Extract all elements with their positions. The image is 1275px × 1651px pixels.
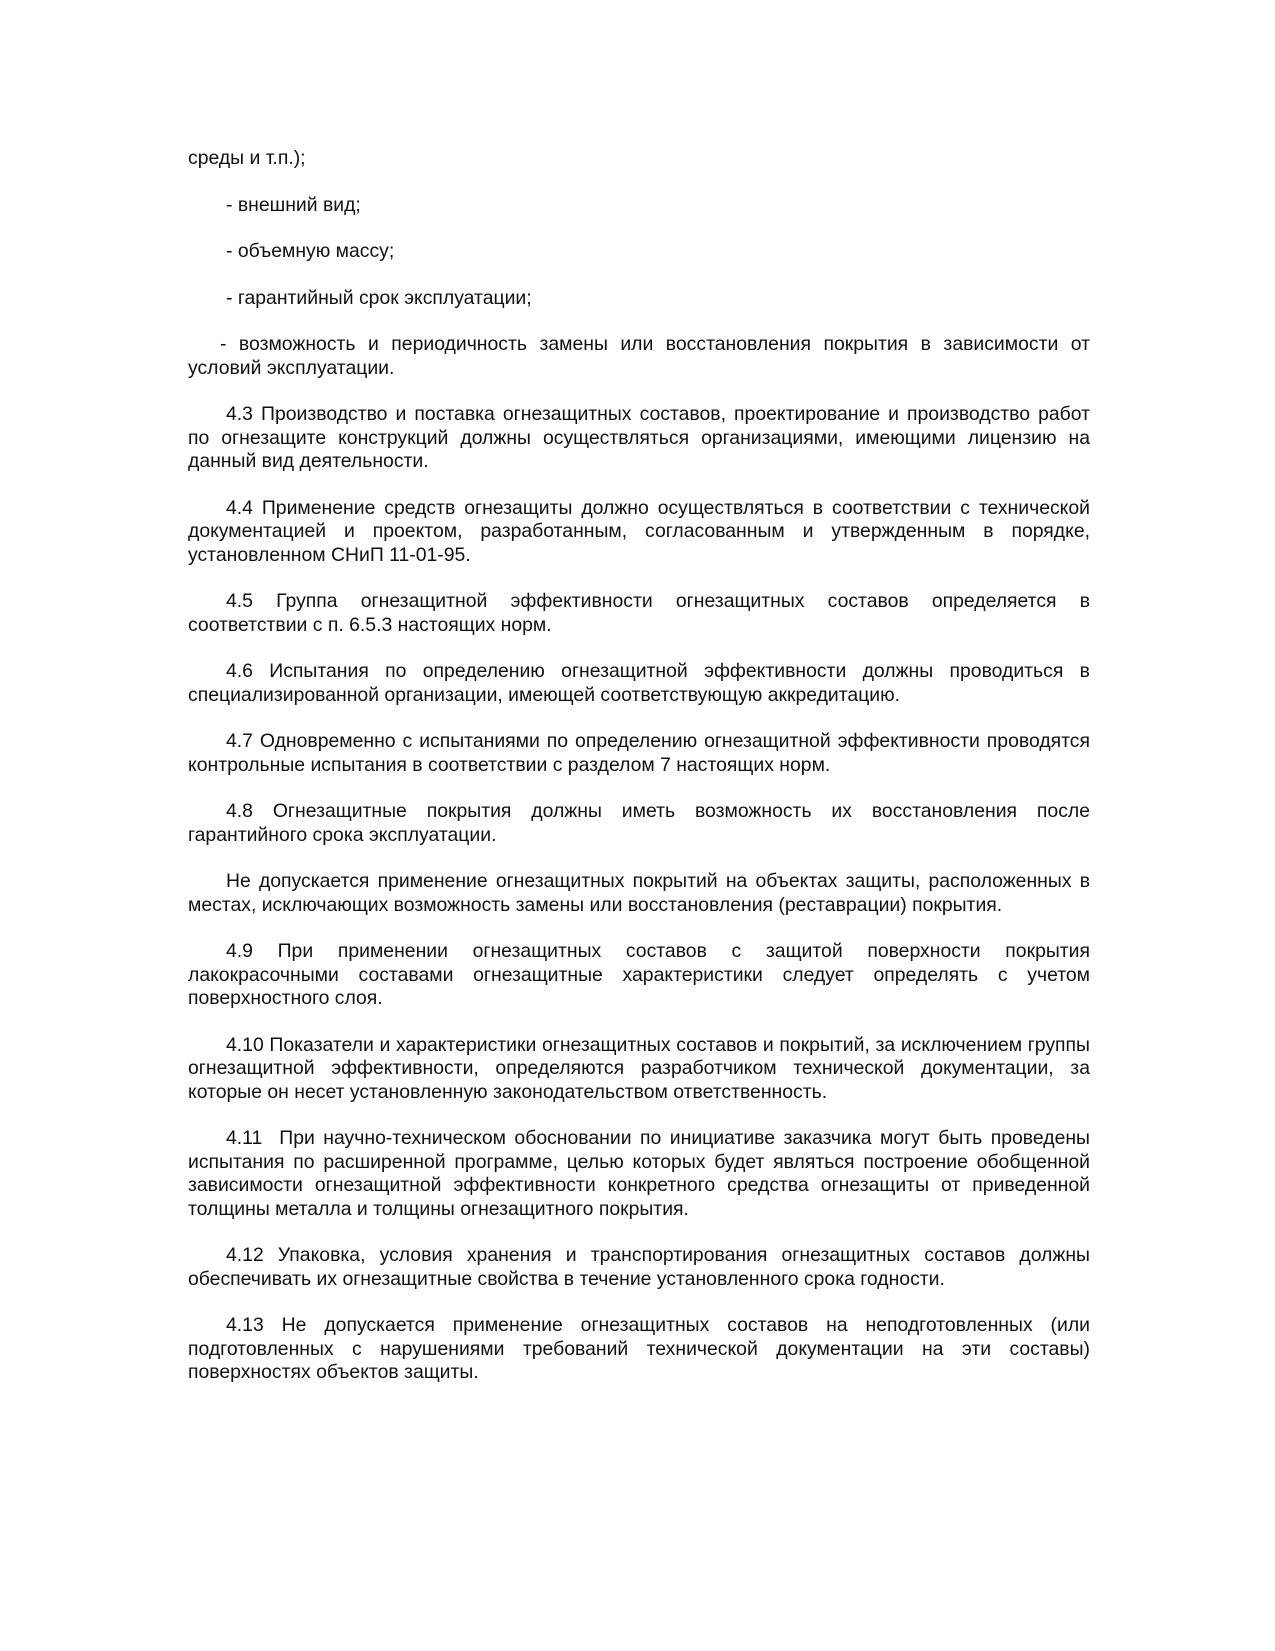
list-item-appearance: - внешний вид; — [226, 193, 361, 216]
list-item-bulk-mass: - объемную массу; — [226, 240, 395, 262]
paragraph-4-3: 4.3 Производство и поставка огнезащитных составов, проектирование и производство работ по огнезащите конструкций должны осуществляться организациями, имеющими лицензию на данный вид деятельности. — [188, 403, 1090, 472]
paragraph-4-11: 4.11 При научно-техническом обосновании по инициативе заказчика могут быть проведены испытания по расширенной программе, целью которых будет являться построение обобщенной зависимости огнезащитной эффективности конкретного средства огнезащиты от приведенной толщины металла и толщины огнезащитного покрытия. — [188, 1127, 1096, 1220]
list-item-warranty-period: - гарантийный срок эксплуатации; — [226, 286, 532, 309]
paragraph-4-6: 4.6 Испытания по определению огнезащитной эффективности должны проводиться в специализированной организации, имеющей соответствующую аккредитацию. — [188, 660, 1090, 706]
paragraph-continuation: среды и т.п.); — [188, 147, 306, 169]
paragraph-4-13: 4.13 Не допускается применение огнезащитных составов на неподготовленных (или подготовленных с нарушениями требований технической документации на эти составы) поверхностях объектов защиты. — [188, 1314, 1090, 1383]
paragraph-4-10: 4.10 Показатели и характеристики огнезащитных составов и покрытий, за исключением группы огнезащитной эффективности, определяются разработчиком технической документации, за которые он несет установленную законодательством ответственность. — [188, 1033, 1090, 1103]
paragraph-4-8-note: Не допускается применение огнезащитных покрытий на объектах защиты, расположенных в местах, исключающих возможность замены или восстановления (реставрации) покрытия. — [188, 870, 1090, 916]
paragraph-4-12: 4.12 Упаковка, условия хранения и транспортирования огнезащитных составов должны обеспечивать их огнезащитные свойства в течение установленного срока годности. — [188, 1244, 1090, 1290]
paragraph-4-7: 4.7 Одновременно с испытаниями по определению огнезащитной эффективности проводятся контрольные испытания в соответствии с разделом 7 настоящих норм. — [188, 730, 1090, 776]
paragraph-4-4: 4.4 Применение средств огнезащиты должно осуществляться в соответствии с технической документацией и проектом, разработанным, согласованным и утвержденным в порядке, установленном СНиП 11-01-95. — [188, 496, 1090, 566]
paragraph-4-8: 4.8 Огнезащитные покрытия должны иметь возможность их восстановления после гарантийного срока эксплуатации. — [188, 800, 1090, 846]
list-item-replacement-possibility: - возможность и периодичность замены или восстановления покрытия в зависимости от условий эксплуатации. — [188, 333, 1090, 379]
paragraph-4-5: 4.5 Группа огнезащитной эффективности огнезащитных составов определяется в соответствии с п. 6.5.3 настоящих норм. — [188, 590, 1090, 636]
paragraph-4-9: 4.9 При применении огнезащитных составов с защитой поверхности покрытия лакокрасочными составами огнезащитные характеристики следует определять с учетом поверхностного слоя. — [188, 940, 1090, 1009]
document-page — [188, 147, 1096, 1408]
